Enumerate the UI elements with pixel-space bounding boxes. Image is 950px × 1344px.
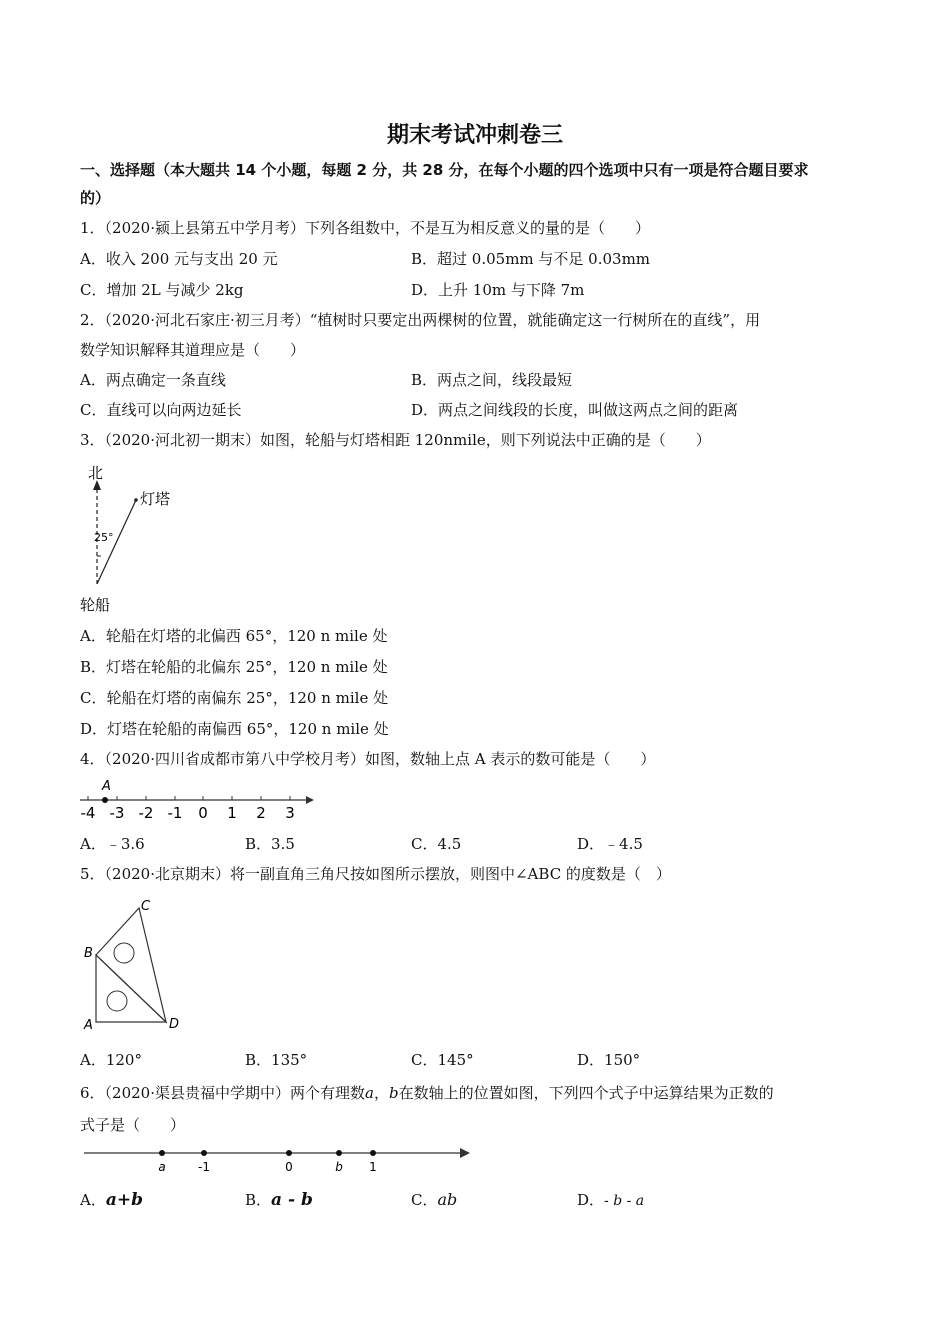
q3-stem: 3．（2020·河北初一期末）如图，轮船与灯塔相距 120nmile，则下列说法中正确的是（ ） [80, 431, 711, 449]
triangle-hole-upper [114, 943, 134, 963]
q6-stem-post: 在数轴上的位置如图，下列四个式子中运算结果为正数的 [398, 1084, 774, 1102]
north-label: 北 [88, 464, 104, 482]
variable-a: a [365, 1084, 374, 1102]
angle-label: 25° [94, 531, 114, 544]
q6-option-a-expr: a+b [105, 1190, 143, 1210]
number-line-arrow [306, 796, 314, 804]
q4-option-c[interactable]: C．4.5 [411, 835, 462, 853]
point-label: b [335, 1160, 343, 1174]
q6-option-d-label: D． [577, 1191, 605, 1209]
q6-number-line [80, 1141, 475, 1177]
q4-stem: 4．（2020·四川省成都市第八中学校月考）如图，数轴上点 A 表示的数可能是（ ） [80, 750, 656, 768]
q5-option-c[interactable]: C．145° [411, 1051, 474, 1069]
q6-stem-pre: 6．（2020·渠县贵福中学期中）两个有理数 [80, 1084, 365, 1102]
triangle-hole-lower [107, 991, 127, 1011]
q5-option-a[interactable]: A．120° [80, 1051, 142, 1069]
section-heading-line2: 的） [80, 189, 111, 207]
q6-option-b[interactable] [245, 1190, 313, 1210]
tick-label: 2 [256, 804, 266, 822]
q6-option-d[interactable] [577, 1190, 644, 1211]
number-line-point [286, 1150, 292, 1156]
tick-label: 1 [227, 804, 237, 822]
q6-stem-line1 [80, 1083, 774, 1103]
q4-number-line [78, 776, 318, 822]
tick-label: 0 [198, 804, 208, 822]
q5-triangle-figure [80, 893, 190, 1038]
vertex-d-label: D [169, 1017, 180, 1032]
q4-option-b[interactable]: B．3.5 [245, 835, 295, 853]
q6-option-b-label: B． [245, 1191, 272, 1209]
vertex-a-label: A [84, 1018, 93, 1033]
q1-option-c[interactable]: C．增加 2L 与减少 2kg [80, 281, 244, 299]
q3-option-b[interactable]: B．灯塔在轮船的北偏东 25°，120 n mile 处 [80, 658, 388, 676]
lighthouse-label: 灯塔 [140, 490, 171, 508]
variable-b: b [388, 1084, 399, 1102]
q6-stem-sep: ， [373, 1084, 389, 1102]
q6-option-a[interactable] [80, 1190, 143, 1210]
q2-stem-line1: 2．（2020·河北石家庄·初三月考）“植树时只要定出两棵树的位置，就能确定这一行树所在的直线”，用 [80, 311, 761, 329]
q3-option-c[interactable]: C．轮船在灯塔的南偏东 25°，120 n mile 处 [80, 689, 389, 707]
q6-option-c-label: C． [411, 1191, 438, 1209]
q6-option-c[interactable] [411, 1190, 457, 1210]
point-label: a [158, 1160, 166, 1174]
q5-option-d[interactable]: D．150° [577, 1051, 641, 1069]
q1-option-d[interactable]: D．上升 10m 与下降 7m [411, 281, 585, 299]
tick-label: 3 [285, 804, 295, 822]
q1-option-a[interactable]: A．收入 200 元与支出 20 元 [80, 250, 278, 268]
lighthouse-point [134, 498, 138, 502]
q4-option-d[interactable]: D．﹣4.5 [577, 835, 643, 853]
point-label: 1 [369, 1160, 377, 1174]
q6-option-c-expr: ab [437, 1190, 458, 1209]
page-title: 期末考试冲刺卷三 [386, 123, 563, 148]
q6-option-a-label: A． [80, 1191, 106, 1209]
tick-label: -2 [138, 804, 154, 822]
q3-option-d[interactable]: D．灯塔在轮船的南偏西 65°，120 n mile 处 [80, 720, 389, 738]
q6-option-b-expr: a - b [271, 1190, 313, 1210]
tick-label: -3 [109, 804, 125, 822]
right-triangle-bcd [96, 908, 166, 1022]
number-line-point [336, 1150, 342, 1156]
point-a-label: A [102, 779, 111, 794]
point-label: 0 [285, 1160, 293, 1174]
tick-label: -4 [80, 804, 96, 822]
number-line-point [159, 1150, 165, 1156]
q2-option-c[interactable]: C．直线可以向两边延长 [80, 401, 242, 419]
point-a-dot [102, 797, 108, 803]
point-label: -1 [198, 1160, 210, 1174]
q4-option-a[interactable]: A．﹣3.6 [80, 835, 145, 853]
q6-stem-line2: 式子是（ ） [80, 1116, 186, 1134]
number-line-point [370, 1150, 376, 1156]
section-heading-line1: 一、选择题（本大题共 14 个小题，每题 2 分，共 28 分，在每个小题的四个选项中只有一项是符合题目要求 [80, 161, 809, 179]
q5-stem: 5．（2020·北京期末）将一副直角三角尺按如图所示摆放，则图中∠ABC 的度数是（ ） [80, 865, 671, 883]
vertex-b-label: B [84, 946, 93, 961]
number-line-point [201, 1150, 207, 1156]
q2-stem-line2: 数学知识解释其道理应是（ ） [80, 341, 306, 359]
q5-option-b[interactable]: B．135° [245, 1051, 308, 1069]
q6-option-d-expr: - b - a [604, 1193, 645, 1209]
vertex-c-label: C [141, 899, 151, 914]
ship-label: 轮船 [80, 596, 111, 614]
q3-bearing-figure [78, 458, 188, 616]
q2-option-a[interactable]: A．两点确定一条直线 [80, 371, 226, 389]
tick-label: -1 [167, 804, 183, 822]
q1-stem: 1．（2020·颍上县第五中学月考）下列各组数中，不是互为相反意义的量的是（ ） [80, 219, 650, 237]
q2-option-d[interactable]: D．两点之间线段的长度，叫做这两点之间的距离 [411, 401, 739, 419]
number-line-arrow [460, 1148, 470, 1158]
q1-option-b[interactable]: B．超过 0.05mm 与不足 0.03mm [411, 250, 651, 268]
q2-option-b[interactable]: B．两点之间，线段最短 [411, 371, 573, 389]
q3-option-a[interactable]: A．轮船在灯塔的北偏西 65°，120 n mile 处 [80, 627, 388, 645]
